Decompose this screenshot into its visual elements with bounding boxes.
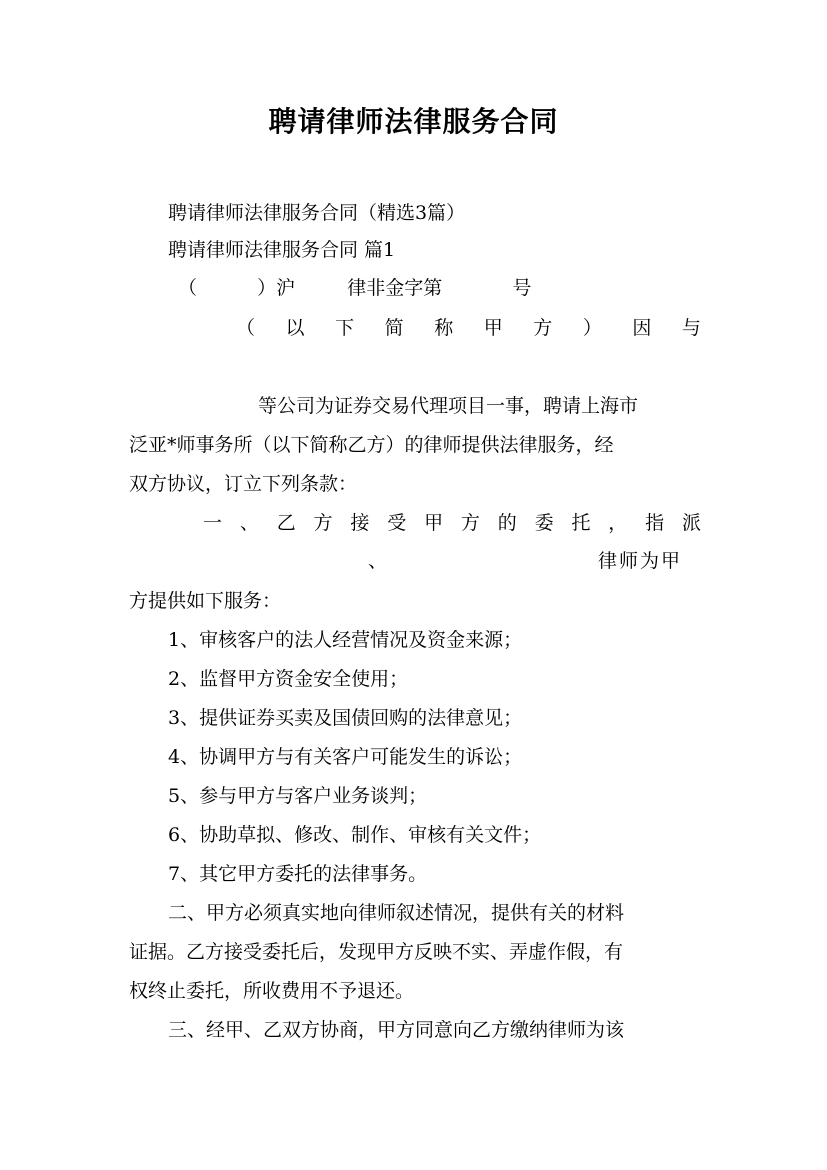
clause-char: 的 (497, 512, 517, 534)
party-char: 称 (434, 317, 454, 339)
party-char: 与 (681, 317, 701, 339)
ref-open-paren: （ (178, 277, 198, 299)
paragraph-1-line-2: 泛亚*师事务所（以下简称乙方）的律师提供法律服务，经 (129, 434, 614, 456)
party-char: 因 (632, 317, 652, 339)
clause-1-end: 方提供如下服务： (129, 590, 282, 612)
section-heading: 聘请律师法律服务合同 篇1 (168, 239, 396, 261)
clause-char: 委 (534, 512, 554, 534)
party-a-line (236, 315, 701, 341)
clause-2-line-3: 权终止委托，所收费用不予退还。 (129, 980, 415, 1002)
service-item: 6、协助草拟、修改、制作、审核有关文件； (168, 824, 542, 846)
clause-char: 方 (313, 512, 333, 534)
service-item: 3、提供证券买卖及国债回购的法律意见； (168, 707, 523, 729)
service-item: 2、监督甲方资金安全使用； (168, 668, 409, 690)
clause-char: 指 (645, 512, 665, 534)
clause-char: 托 (571, 512, 591, 534)
party-char: 方 (533, 317, 553, 339)
service-item: 1、审核客户的法人经营情况及资金来源； (168, 629, 523, 651)
document-subtitle: 聘请律师法律服务合同（精选3篇） (168, 202, 466, 224)
clause-1-line-1 (203, 510, 701, 536)
clause-char: 接 (350, 512, 370, 534)
document-title: 聘请律师法律服务合同 (268, 105, 559, 138)
clause-char: 派 (681, 512, 701, 534)
ref-middle: 律非金字第 (347, 277, 443, 299)
service-item: 7、其它甲方委托的法律事务。 (168, 863, 428, 885)
clause-1-tail: 律师为甲 (598, 550, 683, 572)
clause-3-line-1: 三、经甲、乙双方协商，甲方同意向乙方缴纳律师为该 (168, 1019, 625, 1041)
clause-char: 方 (460, 512, 480, 534)
paragraph-1-line-1: 等公司为证券交易代理项目一事，聘请上海市 (258, 395, 639, 417)
clause-char: 、 (239, 512, 259, 534)
party-char: 以 (285, 317, 305, 339)
clause-char: 受 (387, 512, 407, 534)
clause-char: ， (608, 512, 628, 534)
party-char: 下 (335, 317, 355, 339)
service-item: 5、参与甲方与客户业务谈判； (168, 785, 428, 807)
clause-1-separator: 、 (368, 550, 388, 572)
reference-number-line (178, 275, 531, 301)
party-char: ） (582, 317, 602, 339)
ref-end: 号 (512, 277, 532, 299)
clause-char: 一 (203, 512, 223, 534)
service-item: 4、协调甲方与有关客户可能发生的诉讼； (168, 746, 523, 768)
party-char: 简 (384, 317, 404, 339)
clause-char: 甲 (424, 512, 444, 534)
paragraph-1-line-3: 双方协议，订立下列条款： (129, 473, 358, 495)
party-char: 甲 (483, 317, 503, 339)
clause-2-line-2: 证据。乙方接受委托后，发现甲方反映不实、弄虚作假，有 (129, 941, 624, 963)
party-char: （ (236, 317, 256, 339)
ref-close-paren: ）沪 (257, 277, 296, 299)
clause-char: 乙 (276, 512, 296, 534)
clause-2-line-1: 二、甲方必须真实地向律师叙述情况，提供有关的材料 (168, 902, 625, 924)
